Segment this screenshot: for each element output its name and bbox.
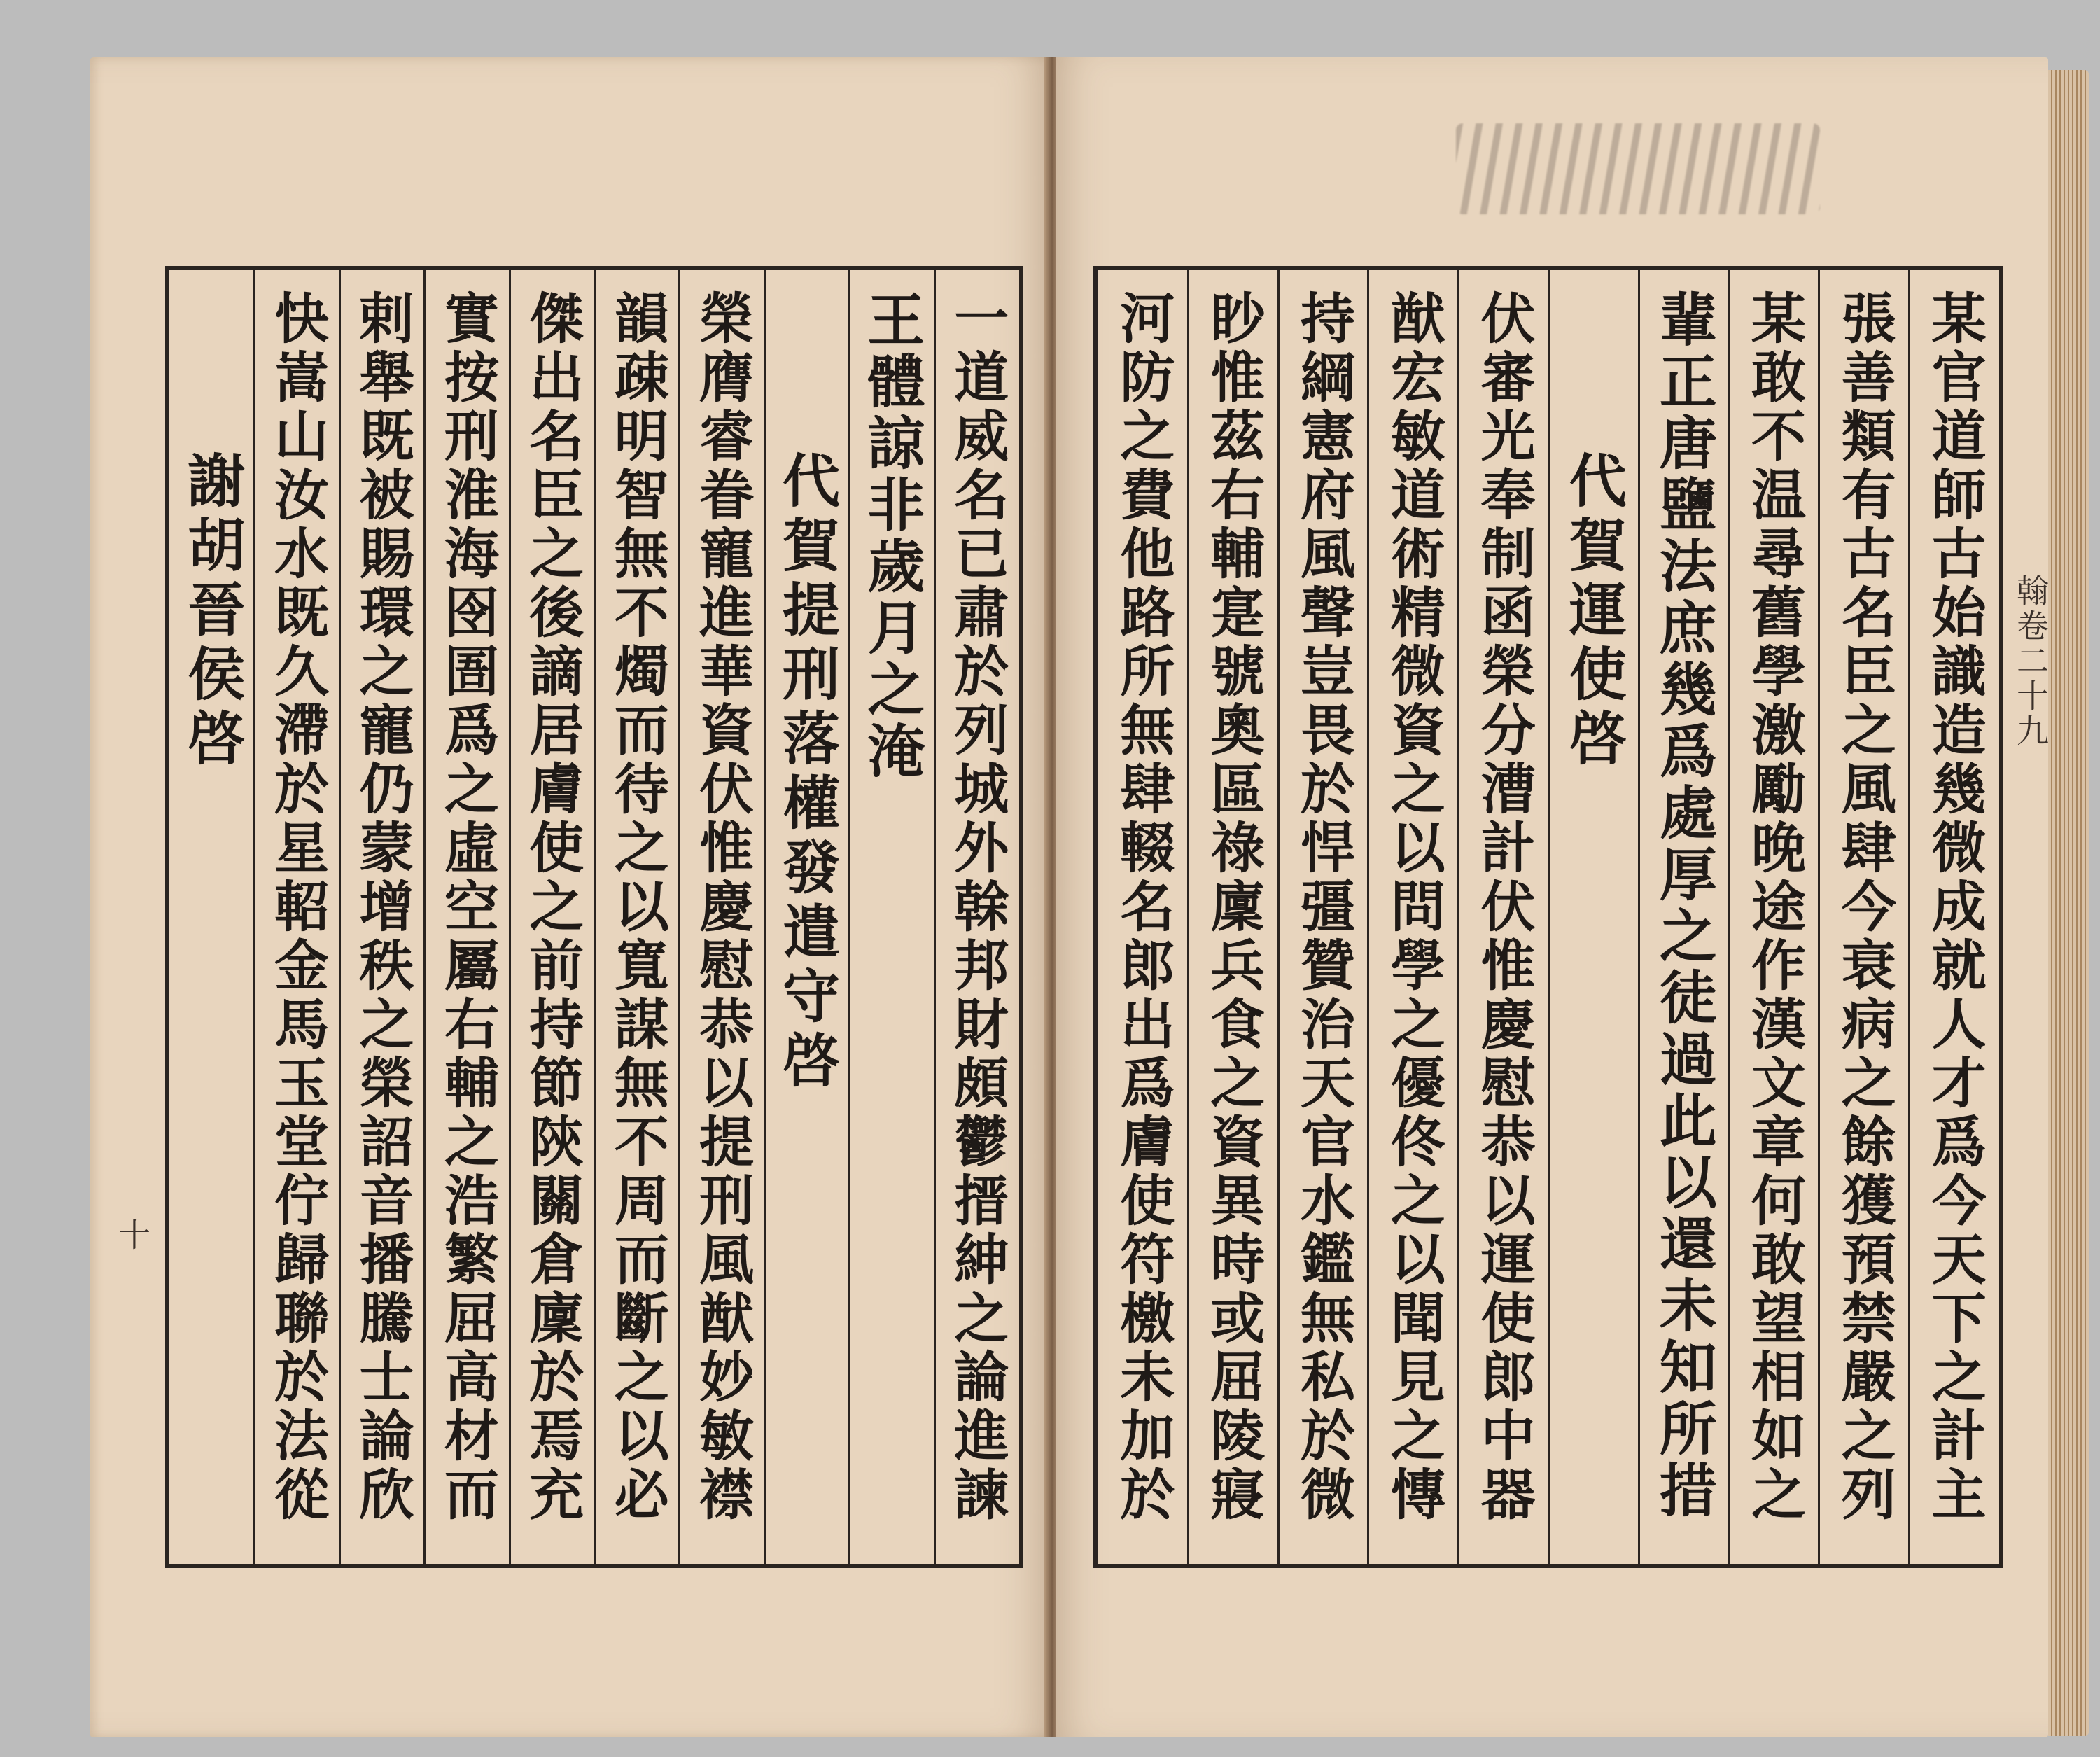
text-column: 河防之費他路所無肆輟名郎出爲膚使符檄未加於 bbox=[1111, 290, 1175, 1525]
text-column: 一道威名已肅於列城外𠏉邦財頗鬱搢紳之論進諫 bbox=[945, 290, 1009, 1525]
column-rule bbox=[1908, 270, 1910, 1564]
section-heading: 代賀運使啓 bbox=[1560, 451, 1628, 773]
column-rule bbox=[934, 270, 936, 1564]
text-column: 猷宏敏道術精微資之以問學之優佟之以聞見之慱 bbox=[1381, 290, 1446, 1525]
text-column: 持綱憲府風聲豈畏於悍彊贊治天官水鑑無私於微 bbox=[1292, 290, 1355, 1525]
left-margin-folio: 十 bbox=[113, 1218, 151, 1253]
column-rule bbox=[848, 270, 850, 1564]
right-margin-title: 翰卷二十九 bbox=[2012, 574, 2050, 749]
text-column: 張善類有古名臣之風肆今衰病之餘獲預禁嚴之列 bbox=[1832, 290, 1896, 1525]
page-edges bbox=[2048, 70, 2089, 1736]
text-column: 某敢不温尋舊學激勵晚途作漢文章何敢望相如之 bbox=[1742, 290, 1806, 1525]
column-rule bbox=[424, 270, 426, 1564]
column-rule bbox=[1367, 270, 1369, 1564]
column-rule bbox=[1818, 270, 1820, 1564]
column-rule bbox=[764, 270, 766, 1564]
text-column: 實按刑淮海囹圄爲之虛空屬右輔之浩繁屈高材而 bbox=[435, 290, 499, 1525]
column-rule bbox=[1457, 270, 1460, 1564]
text-column: 王體諒非歲月之淹 bbox=[858, 290, 925, 783]
ownership-seal bbox=[1456, 123, 1820, 214]
column-rule bbox=[253, 270, 255, 1564]
text-column: 眇惟茲右輔寔號奧區祿廩兵食之資異時或屈陵寢 bbox=[1201, 290, 1266, 1525]
column-rule bbox=[678, 270, 680, 1564]
text-column: 剌舉既被賜環之寵仍蒙增秩之榮詔音播騰士論欣 bbox=[350, 290, 414, 1525]
text-column: 伏審光奉制函榮分漕計伏惟慶慰恭以運使郎中器 bbox=[1471, 290, 1536, 1525]
column-rule bbox=[1638, 270, 1640, 1564]
column-rule bbox=[1548, 270, 1550, 1564]
text-column: 傑出名臣之後謫居膚使之前持節陝關倉廩於焉充 bbox=[520, 290, 584, 1525]
text-column: 快嵩山汝水既久滯於星軺金馬玉堂佇歸聯於法從 bbox=[265, 290, 330, 1525]
column-rule bbox=[1728, 270, 1730, 1564]
section-heading: 謝胡晉侯啓 bbox=[178, 451, 246, 773]
section-heading: 代賀提刑落權發遣守啓 bbox=[773, 451, 841, 1095]
column-rule bbox=[594, 270, 596, 1564]
text-column: 輩正唐鹽法庶幾爲處厚之徒過此以還未知所措 bbox=[1650, 290, 1718, 1522]
column-rule bbox=[339, 270, 341, 1564]
text-column: 韻疎明智無不燭而待之以寬謀無不周而斷之以必 bbox=[605, 290, 669, 1525]
text-column: 某官道師古始識造幾微成就人才爲今天下之計主 bbox=[1922, 290, 1987, 1525]
column-rule bbox=[509, 270, 511, 1564]
text-column: 榮膺睿眷寵進華資伏惟慶慰恭以提刑風猷妙敏襟 bbox=[690, 290, 755, 1525]
column-rule bbox=[1187, 270, 1189, 1564]
column-rule bbox=[1278, 270, 1280, 1564]
